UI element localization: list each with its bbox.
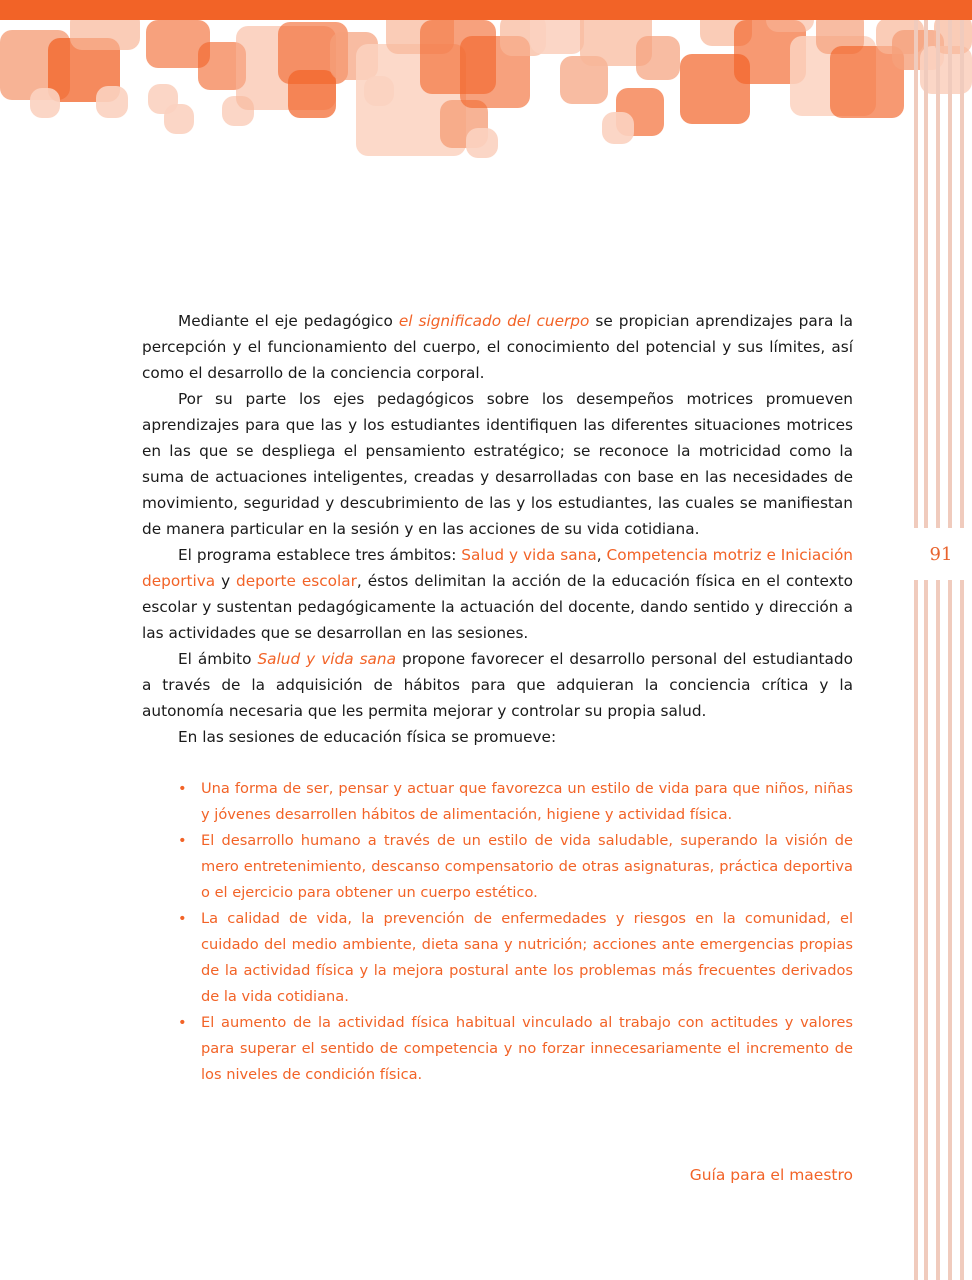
highlight-salud: Salud y vida sana xyxy=(257,650,396,668)
bullet-marker: • xyxy=(178,910,187,927)
paragraph-4: El ámbito Salud y vida sana propone favorecer el desarrollo personal del estudiantado a través de la adquisición de hábitos para que adquieran la conciencia crítica y la autonomía necesaria que les permita mejorar y controlar su propia salud. xyxy=(142,650,853,720)
header-decoration xyxy=(0,0,972,170)
paragraph-5: En las sesiones de educación física se promueve: xyxy=(178,728,557,746)
paragraph-2: Por su parte los ejes pedagógicos sobre los desempeños motrices promueven aprendizajes para que las y los estudiantes identifiquen las diferentes situaciones motrices en las que se despliega el pensamiento estratégico; se reconoce la motricidad como la suma de actuaciones inteligentes, creadas y desarrolladas con base en las necesidades de movimiento, seguridad y descubrimiento de las y los estudiantes, las cuales se manifiestan de manera particular en la sesión y en las acciones de su vida cotidiana. xyxy=(142,390,853,538)
list-item: • El desarrollo humano a través de un estilo de vida saludable, superando la visión de mero entretenimiento, descanso compensatorio de otras asignaturas, práctica deportiva o el ejercicio para obtener un cuerpo estético. xyxy=(142,828,853,906)
highlight-ambito-3: deporte escolar xyxy=(236,572,357,590)
bullet-list xyxy=(142,776,853,1088)
top-orange-bar xyxy=(0,0,972,20)
page-number-box xyxy=(910,528,972,580)
list-item: • Una forma de ser, pensar y actuar que favorezca un estilo de vida para que niños, niñas y jóvenes desarrollen hábitos de alimentación, higiene y actividad física. xyxy=(142,776,853,828)
highlight-ambito-1: Salud y vida sana xyxy=(461,546,597,564)
footer-title: Guía para el maestro xyxy=(689,1166,853,1184)
bullet-marker: • xyxy=(178,780,187,797)
body-text xyxy=(142,308,853,1088)
bullet-marker: • xyxy=(178,832,187,849)
highlight-ambito-2: Competencia motriz e Iniciación deportiva xyxy=(142,546,853,590)
right-margin-stripes xyxy=(910,20,972,1280)
highlight-eje: el significado del cuerpo xyxy=(398,312,590,330)
list-item: • El aumento de la actividad física habitual vinculado al trabajo con actitudes y valores para superar el sentido de competencia y no forzar innecesariamente el incremento de los niveles de condición física. xyxy=(142,1010,853,1088)
bullet-marker: • xyxy=(178,1014,187,1031)
list-item: • La calidad de vida, la prevención de enfermedades y riesgos en la comunidad, el cuidado del medio ambiente, dieta sana y nutrición; acciones ante emergencias propias de la actividad física y la mejora postural ante los problemas más frecuentes derivados de la vida cotidiana. xyxy=(142,906,853,1010)
page-number: 91 xyxy=(929,543,953,565)
paragraph-3: El programa establece tres ámbitos: Salud y vida sana, Competencia motriz e Iniciación deportiva y deporte escolar, éstos delimitan la acción de la educación física en el contexto escolar y sustentan pedagógicamente la actuación del docente, dando sentido y dirección a las actividades que se desarrollan en las sesiones. xyxy=(142,546,853,642)
paragraph-1: Mediante el eje pedagógico el significado del cuerpo se propician aprendizajes para la percepción y el funcionamiento del cuerpo, el conocimiento del potencial y sus límites, así como el desarrollo de la conciencia corporal. xyxy=(142,312,853,382)
